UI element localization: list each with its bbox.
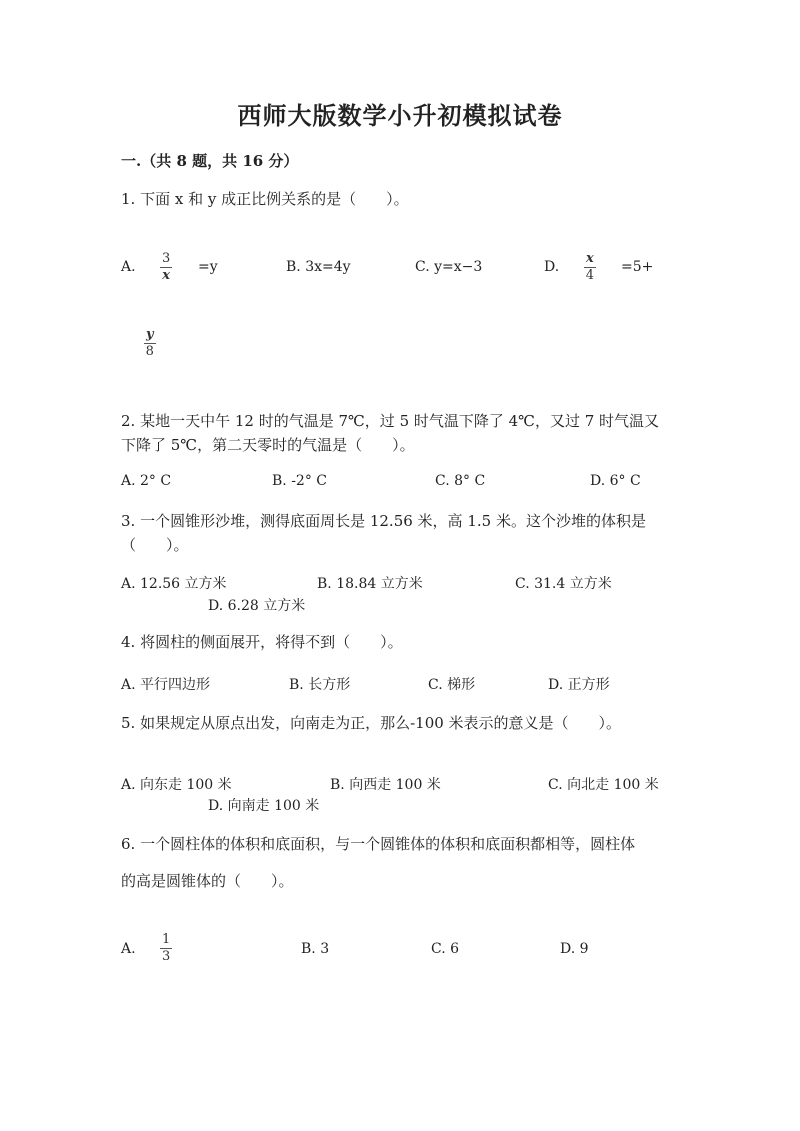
q4-option-b: B. 长方形 [289,677,351,693]
q2-option-d: D. 6° C [590,473,641,489]
q1-option-d-label: D. [544,259,560,275]
question-2-text-line2: 下降了 5℃，第二天零时的气温是（ ）。 [121,436,415,454]
q1-option-a-suffix: =y [198,259,218,275]
question-1-text: 1. 下面 x 和 y 成正比例关系的是（ ）。 [121,190,409,208]
q6-option-c: C. 6 [431,941,460,957]
q3-option-c: C. 31.4 立方米 [515,576,612,592]
q1-option-c: C. y=x−3 [415,259,483,275]
q1-option-a-fraction [160,252,172,283]
q6-option-b: B. 3 [301,941,330,957]
fraction-denominator: 8 [145,344,154,359]
q5-option-d: D. 向南走 100 米 [208,798,320,814]
question-4-text: 4. 将圆柱的侧面展开，将得不到（ ）。 [121,633,403,651]
question-5-text: 5. 如果规定从原点出发，向南走为正，那么-100 米表示的意义是（ ）。 [121,714,622,732]
q4-option-d: D. 正方形 [548,677,610,693]
q4-option-c: C. 梯形 [428,677,476,693]
fraction-numerator: 1 [162,932,171,947]
fraction-denominator: x [162,268,171,283]
q1-option-d-fraction-2 [144,328,156,359]
q6-option-a-fraction [160,933,172,964]
q4-option-a: A. 平行四边形 [121,677,211,693]
q2-option-c: C. 8° C [435,473,486,489]
q5-option-b: B. 向西走 100 米 [330,777,441,793]
fraction-numerator: x [586,251,594,266]
fraction-numerator: y [146,327,154,342]
q6-option-d: D. 9 [560,941,589,957]
q1-option-b: B. 3x=4y [286,259,351,275]
fraction-denominator: 3 [162,949,171,964]
question-3-text-line1: 3. 一个圆锥形沙堆，测得底面周长是 12.56 米，高 1.5 米。这个沙堆的体积是 [121,512,646,530]
page-title: 西师大版数学小升初模拟试卷 [237,101,563,130]
section-heading: 一.（共 8 题，共 16 分） [121,152,299,170]
question-3-text-line2: （ ）。 [121,536,189,554]
q5-option-a: A. 向东走 100 米 [121,777,232,793]
q1-option-d-fraction [584,252,596,283]
q3-option-a: A. 12.56 立方米 [121,576,227,592]
q5-option-c: C. 向北走 100 米 [548,777,659,793]
q2-option-b: B. -2° C [272,473,327,489]
q1-option-a-label: A. [121,259,136,275]
q3-option-d: D. 6.28 立方米 [208,598,306,614]
q2-option-a: A. 2° C [121,473,172,489]
q1-option-d-suffix: =5+ [621,259,654,275]
q6-option-a-label: A. [121,941,136,957]
q3-option-b: B. 18.84 立方米 [317,576,423,592]
question-2-text-line1: 2. 某地一天中午 12 时的气温是 7℃，过 5 时气温下降了 4℃，又过 7 时气温又 [121,412,660,430]
fraction-denominator: 4 [585,268,595,283]
question-6-text-line2: 的高是圆锥体的（ ）。 [121,872,294,890]
question-6-text-line1: 6. 一个圆柱体的体积和底面积，与一个圆锥体的体积和底面积都相等，圆柱体 [121,835,636,853]
fraction-numerator: 3 [162,251,171,266]
